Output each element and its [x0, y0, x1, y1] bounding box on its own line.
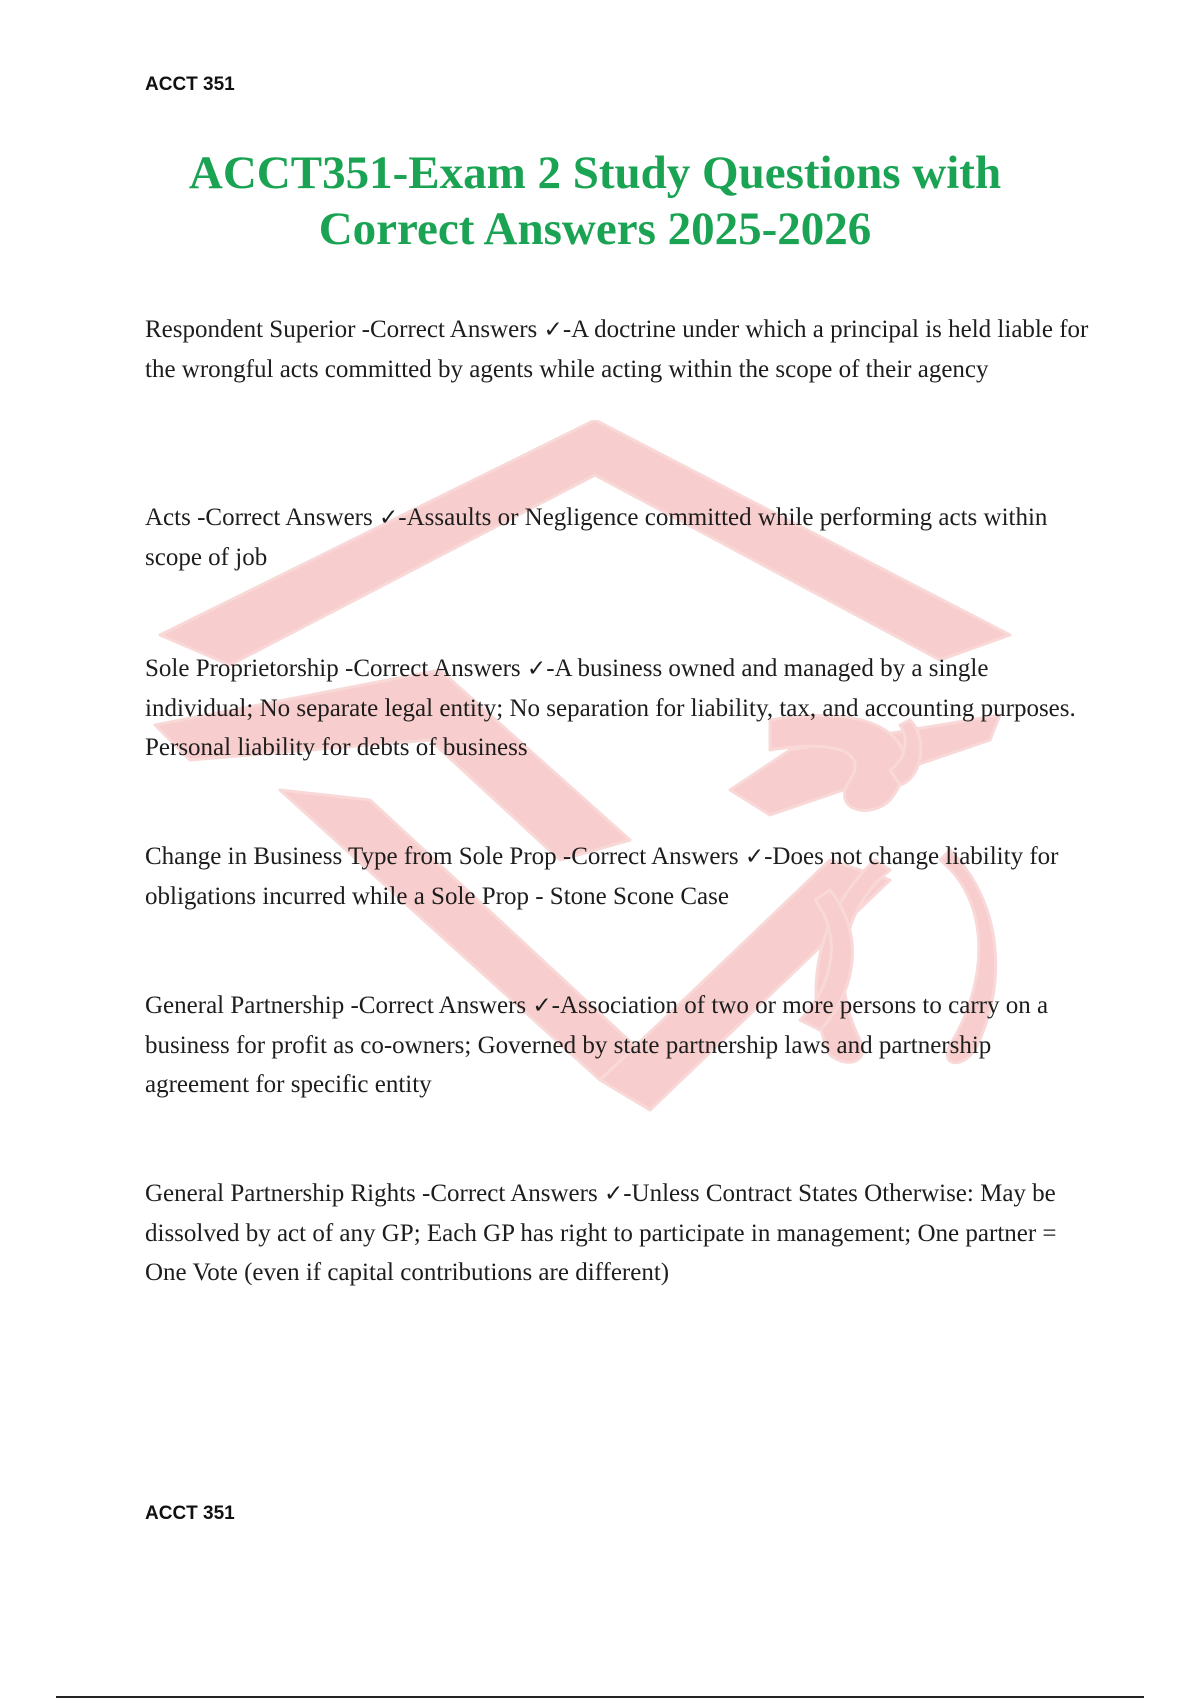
qa-answer: -Unless Contract States Otherwise: May be dissolved by act of any GP; Each GP has right to participate in management; One partner = One Vote (even if capital contributions are different)	[145, 1180, 1057, 1286]
check-icon: ✓	[532, 993, 552, 1019]
header-course-label: ACCT 351	[145, 74, 235, 95]
qa-answer-separator: -Correct Answers	[197, 504, 379, 531]
check-icon: ✓	[526, 656, 547, 682]
footer-course-label: ACCT 351	[145, 1503, 235, 1524]
check-icon: ✓	[378, 505, 399, 531]
qa-item	[145, 837, 1095, 916]
qa-answer: -Association of two or more persons to carry on a business for profit as co-owners; Governed by state partnership laws and partnership agreement for specific entity	[145, 992, 1049, 1098]
qa-term: Change in Business Type from Sole Prop	[145, 843, 563, 870]
qa-term: General Partnership	[145, 992, 351, 1019]
check-icon: ✓	[744, 844, 765, 870]
qa-answer: -Does not change liability for obligations incurred while a Sole Prop - Stone Scone Case	[145, 843, 1059, 910]
qa-answer-separator: -Correct Answers	[422, 1180, 604, 1207]
qa-term: Sole Proprietorship	[145, 655, 345, 682]
qa-answer: -Assaults or Negligence committed while performing acts within scope of job	[145, 504, 1048, 571]
check-icon: ✓	[603, 1181, 624, 1207]
qa-answer-separator: -Correct Answers	[350, 992, 533, 1019]
title-line-1: ACCT351-Exam 2 Study Questions with	[188, 147, 1002, 199]
qa-item	[145, 498, 1095, 577]
bottom-divider	[56, 1696, 1144, 1698]
qa-item	[145, 986, 1095, 1104]
qa-answer-separator: -Correct Answers	[361, 316, 544, 343]
qa-item	[145, 649, 1095, 767]
qa-term: Acts	[145, 504, 198, 531]
title-line-2: Correct Answers 2025-2026	[318, 203, 872, 255]
page-title	[140, 145, 1050, 257]
qa-answer: -A business owned and managed by a single individual; No separate legal entity; No separation for liability, tax, and accounting purposes. Personal liability for debts of business	[145, 655, 1076, 761]
qa-answer: -A doctrine under which a principal is held liable for the wrongful acts committed by agents while acting within the scope of their agency	[145, 316, 1089, 383]
check-icon: ✓	[543, 317, 563, 343]
qa-item	[145, 310, 1095, 389]
qa-term: General Partnership Rights	[145, 1180, 423, 1207]
qa-answer-separator: -Correct Answers	[562, 843, 745, 870]
qa-item	[145, 1174, 1095, 1292]
qa-term: Respondent Superior	[145, 316, 362, 343]
qa-answer-separator: -Correct Answers	[345, 655, 527, 682]
